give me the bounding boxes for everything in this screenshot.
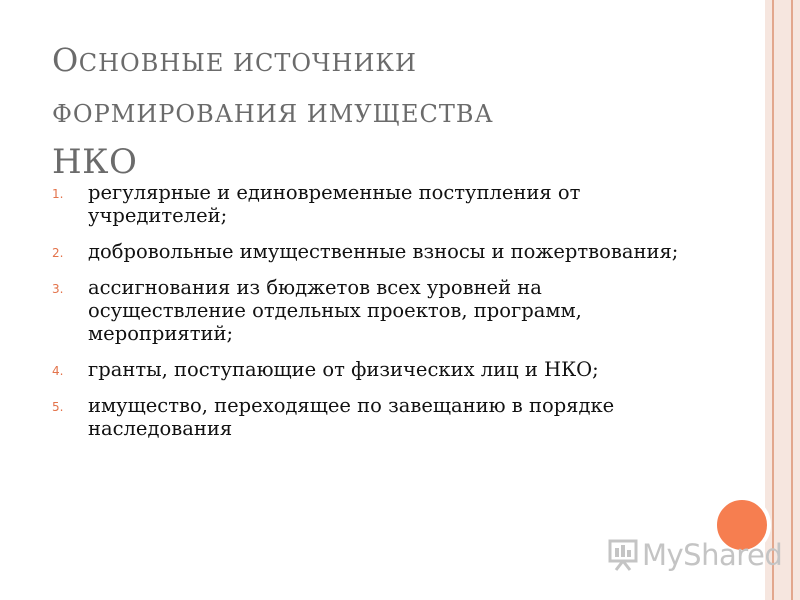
list-item-number: 4.: [52, 364, 64, 378]
list-item-text: имущество, переходящее по завещанию в порядке наследования: [88, 394, 615, 440]
list-item-text: ассигнования из бюджетов всех уровней на осуществление отдельных проектов, программ, мероприятий;: [88, 276, 582, 345]
title-line-3: НКО: [52, 142, 138, 182]
list-item-number: 1.: [52, 187, 64, 201]
list-item: [52, 394, 692, 440]
list-item-text: добровольные имущественные взносы и пожертвования;: [88, 240, 679, 263]
list-item-text: регулярные и единовременные поступления от учредителей;: [88, 181, 581, 227]
presentation-board-icon: [606, 538, 640, 572]
band-line-left: [772, 0, 774, 600]
list-item-number: 2.: [52, 246, 64, 260]
slide-title: [52, 36, 732, 186]
title-line-1-rest: СНОВНЫЕ ИСТОЧНИКИ: [78, 49, 417, 77]
list-item: [52, 276, 692, 345]
list-item: [52, 181, 692, 227]
watermark: [606, 535, 782, 575]
list-item-number: 3.: [52, 282, 64, 296]
list-item: [52, 240, 692, 263]
watermark-text: MyShared: [642, 538, 783, 572]
list-item-number: 5.: [52, 400, 64, 414]
title-first-letter: О: [52, 41, 79, 79]
title-line-2: ФОРМИРОВАНИЯ ИМУЩЕСТВА: [52, 100, 494, 128]
right-decorative-band: [765, 0, 800, 600]
sources-list: [52, 181, 692, 453]
list-item: [52, 358, 692, 381]
list-item-text: гранты, поступающие от физических лиц и НКО;: [88, 358, 599, 381]
title-line-1: [52, 36, 732, 90]
band-line-right: [791, 0, 793, 600]
